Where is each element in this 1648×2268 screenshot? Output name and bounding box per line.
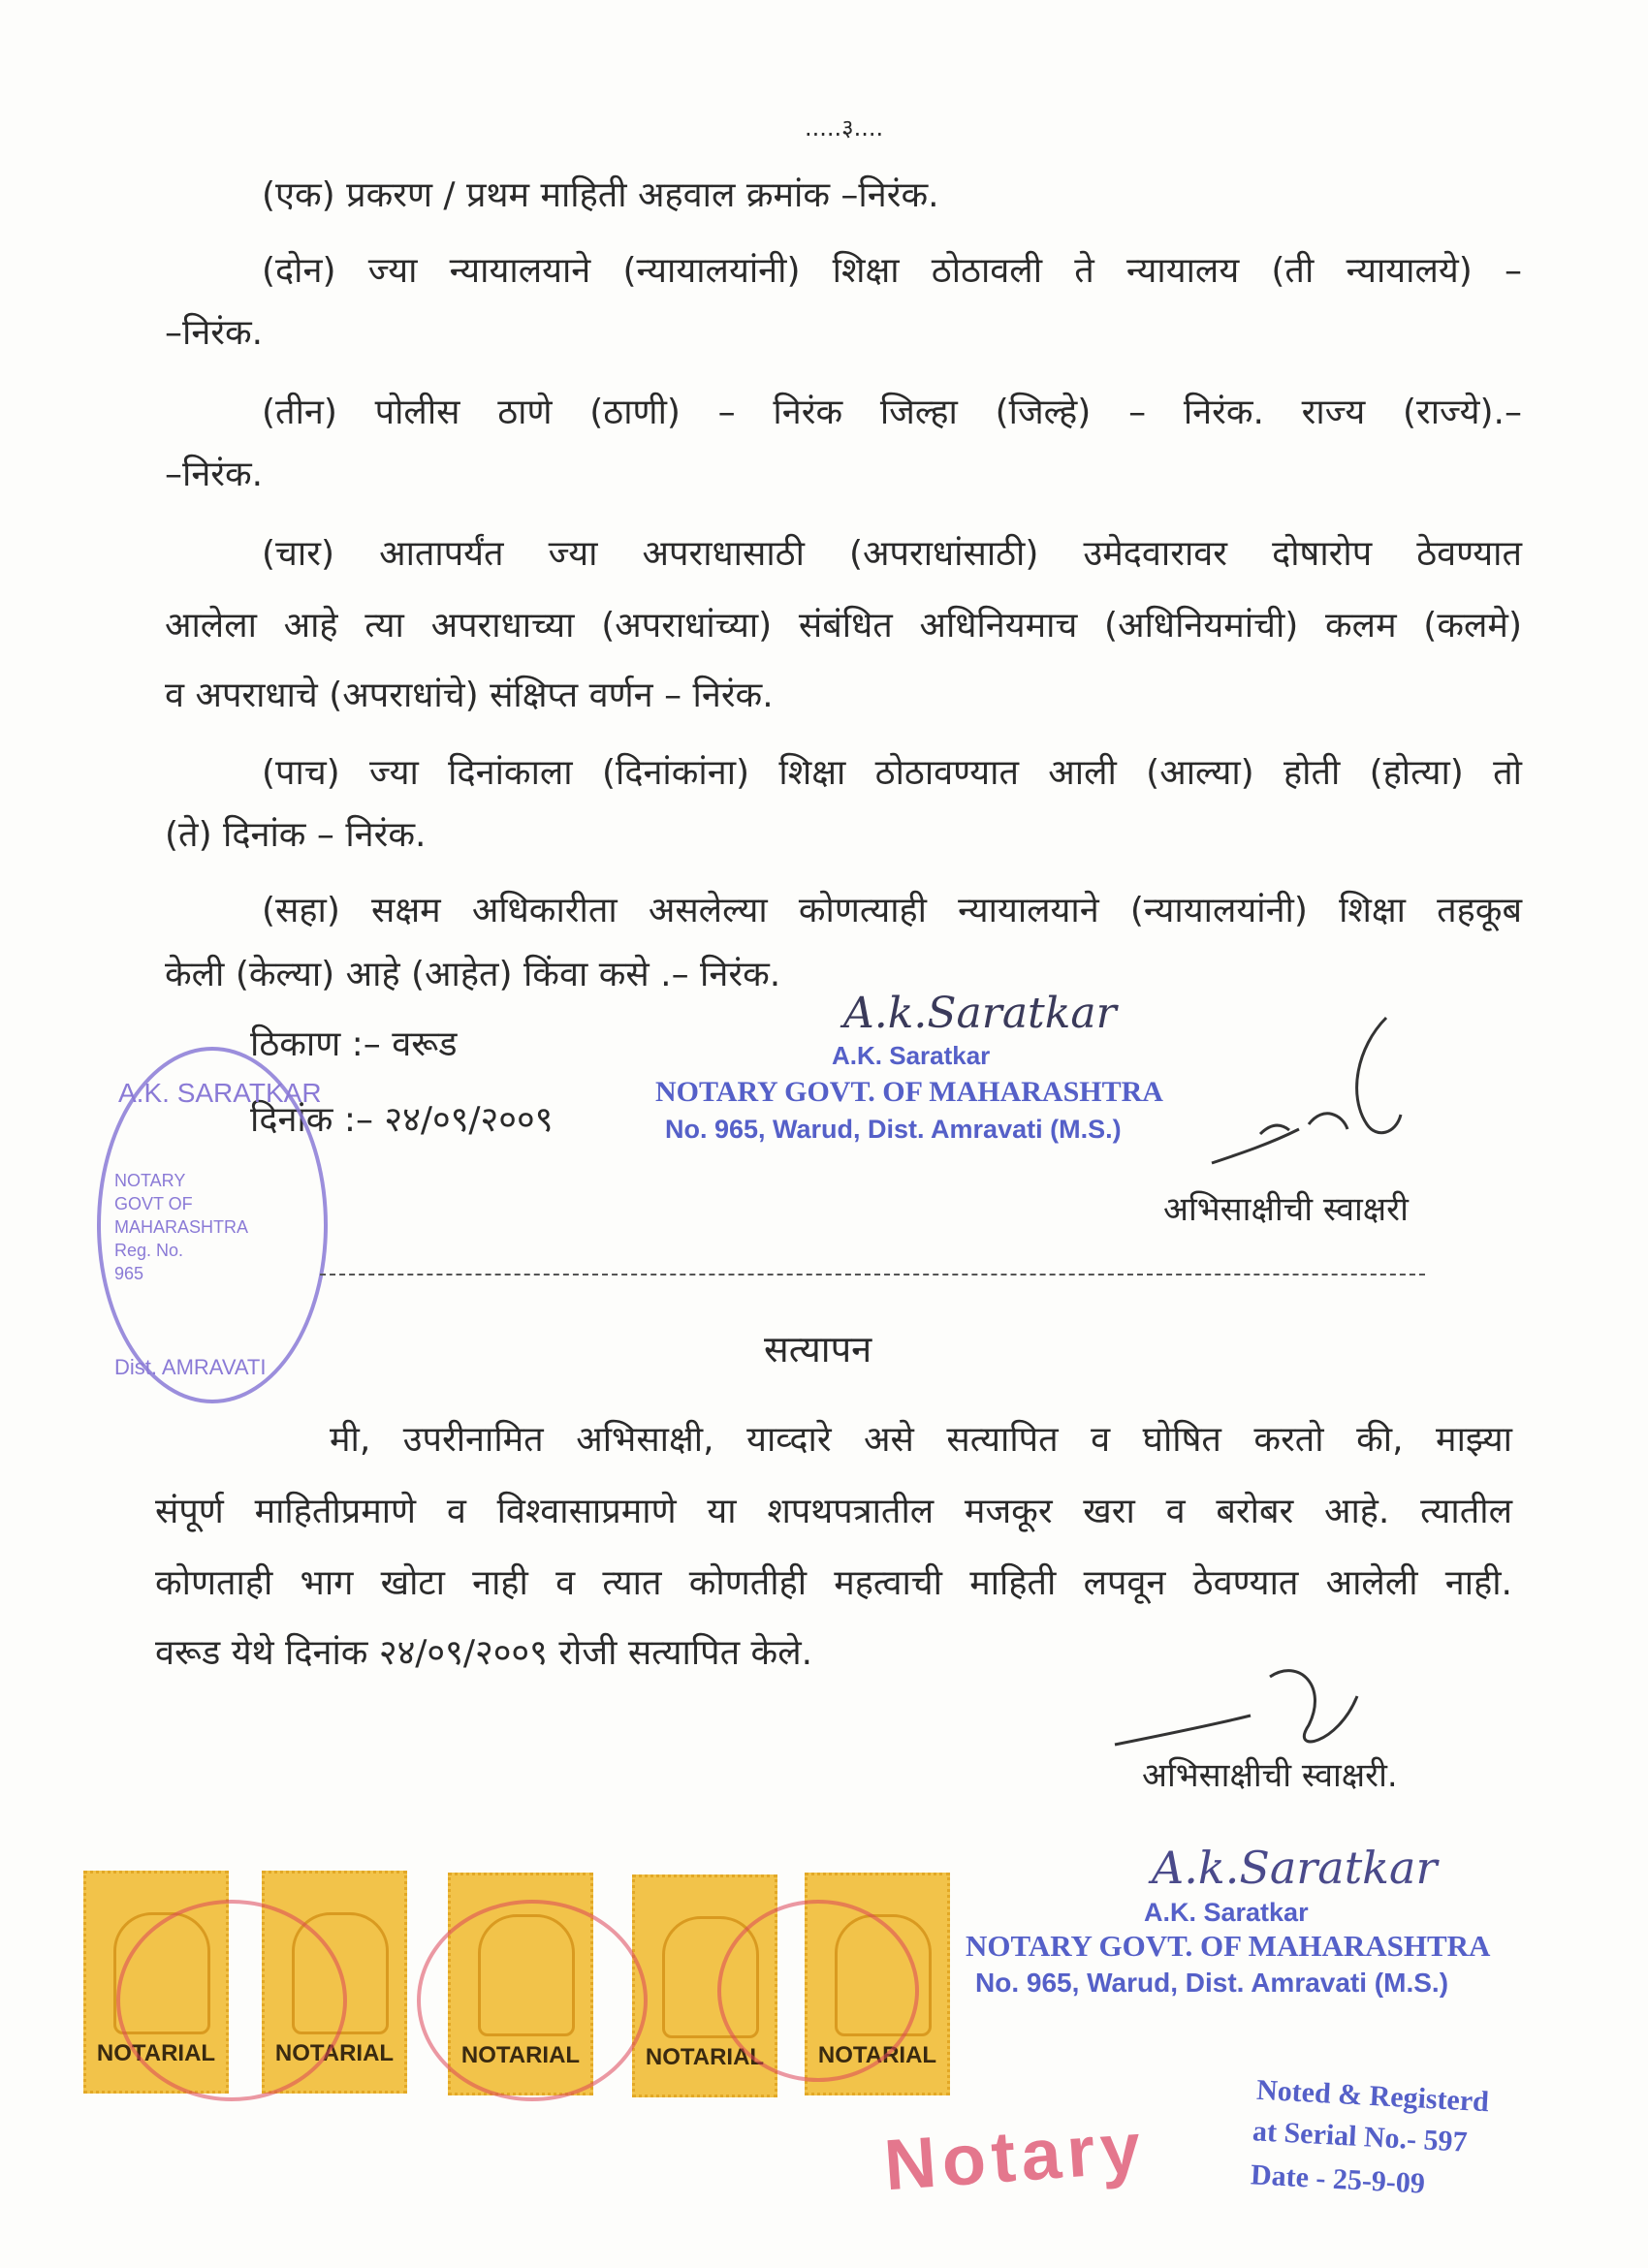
item-3-line-2: –निरंक. xyxy=(165,455,264,494)
red-seal-3 xyxy=(717,1900,919,2082)
registration-line-1: Noted & Registerd xyxy=(1255,2073,1490,2119)
verification-line-1: मी, उपरीनामित अभिसाक्षी, याव्दारे असे सत्यापित व घोषित करतो की, माझ्या xyxy=(330,1420,1512,1460)
notarial-stamp-label: NOTARIAL xyxy=(817,2042,937,2068)
item-4-line-3: व अपराधाचे (अपराधांचे) संक्षिप्त वर्णन – निरंक. xyxy=(165,676,774,715)
notary-stamp-address: No. 965, Warud, Dist. Amravati (M.S.) xyxy=(665,1115,1122,1144)
item-4-line-1: (चार) आतापर्यंत ज्या अपराधासाठी (अपराधांसाठी) उमेदवारावर दोषारोप ठेवण्यात xyxy=(262,534,1522,574)
seal-top-text: A.K. SARATKAR xyxy=(118,1078,322,1108)
deponent-signature-mark-lower xyxy=(1105,1657,1415,1764)
verification-heading: सत्यापन xyxy=(764,1328,872,1370)
seal-inner-text xyxy=(114,1169,248,1285)
notary-stamp-title: NOTARY GOVT. OF MAHARASHTRA xyxy=(655,1076,1163,1108)
verification-line-4: वरूड येथे दिनांक २४/०९/२००९ रोजी सत्यापित केले. xyxy=(155,1633,813,1673)
notary-stamp-name-lower: A.K. Saratkar xyxy=(1144,1898,1309,1927)
item-2-line-1: (दोन) ज्या न्यायालयाने (न्यायालयांनी) शिक्षा ठोठावली ते न्यायालय (ती न्यायालये) – xyxy=(262,251,1522,291)
seal-line-1: NOTARY xyxy=(114,1171,186,1190)
place-line: ठिकाण :– वरूड xyxy=(250,1024,458,1064)
notarial-stamp-label: NOTARIAL xyxy=(645,2044,765,2070)
item-4-line-2: आलेला आहे त्या अपराधाच्या (अपराधांच्या) संबंधित अधिनियमाच (अधिनियमांची) कलम (कलमे) xyxy=(165,606,1522,646)
red-seal-1 xyxy=(116,1900,347,2101)
seal-line-3: MAHARASHTRA xyxy=(114,1217,249,1237)
verification-line-3: कोणताही भाग खोटा नाही व त्यात कोणतीही महत्वाची माहिती लपवून ठेवण्यात आलेली नाही. xyxy=(155,1563,1512,1603)
verification-line-2: संपूर्ण माहितीप्रमाणे व विश्वासाप्रमाणे या शपथपत्रातील मजकूर खरा व बरोबर आहे. त्यातील xyxy=(155,1492,1512,1531)
item-6-line-2: केली (केल्या) आहे (आहेत) किंवा कसे .– निरंक. xyxy=(165,955,781,994)
seal-line-4: Reg. No. xyxy=(114,1241,184,1260)
item-5-line-2: (ते) दिनांक – निरंक. xyxy=(165,815,427,855)
seal-bottom-text: Dist. AMRAVATI xyxy=(114,1355,267,1379)
item-6-line-1: (सहा) सक्षम अधिकारीता असलेल्या कोणत्याही न्यायालयाने (न्यायालयांनी) शिक्षा तहकूब xyxy=(262,891,1522,930)
seal-line-2: GOVT OF xyxy=(114,1194,193,1213)
item-1: (एक) प्रकरण / प्रथम माहिती अहवाल क्रमांक –निरंक. xyxy=(262,175,939,215)
separator-line xyxy=(320,1274,1425,1276)
notary-signature: A.k.Saratkar xyxy=(843,989,1117,1038)
notary-stamp-address-lower: No. 965, Warud, Dist. Amravati (M.S.) xyxy=(975,1968,1449,1998)
deponent-signature-mark xyxy=(1202,1008,1435,1182)
item-2-line-2: –निरंक. xyxy=(165,313,264,353)
notary-red-stamp: Notary xyxy=(881,2106,1149,2206)
registration-line-3: Date - 25-9-09 xyxy=(1250,2158,1426,2200)
notarial-stamp-label: NOTARIAL xyxy=(274,2040,395,2066)
notary-stamp-name: A.K. Saratkar xyxy=(832,1041,991,1070)
deponent-signature-label: अभिसाक्षीची स्वाक्षरी xyxy=(1163,1190,1409,1229)
registration-line-2: at Serial No.- 597 xyxy=(1252,2115,1469,2158)
item-5-line-1: (पाच) ज्या दिनांकाला (दिनांकांना) शिक्षा ठोठावण्यात आली (आल्या) होती (होत्या) तो xyxy=(262,753,1522,793)
notarial-stamp-label: NOTARIAL xyxy=(96,2040,216,2066)
notarial-stamp-label: NOTARIAL xyxy=(460,2042,581,2068)
seal-line-5: 965 xyxy=(114,1264,144,1283)
verification-signature-label: अभिसाक्षीची स्वाक्षरी. xyxy=(1142,1756,1398,1795)
date-line: दिनांक :– २४/०९/२००९ xyxy=(250,1100,554,1140)
page-number: .....३.... xyxy=(805,114,884,142)
red-seal-2 xyxy=(417,1900,648,2101)
item-3-line-1: (तीन) पोलीस ठाणे (ठाणी) – निरंक जिल्हा (जिल्हे) – निरंक. राज्य (राज्ये).– xyxy=(262,393,1522,432)
notary-signature-lower: A.k.Saratkar xyxy=(1152,1842,1438,1894)
notary-stamp-title-lower: NOTARY GOVT. OF MAHARASHTRA xyxy=(966,1929,1491,1963)
